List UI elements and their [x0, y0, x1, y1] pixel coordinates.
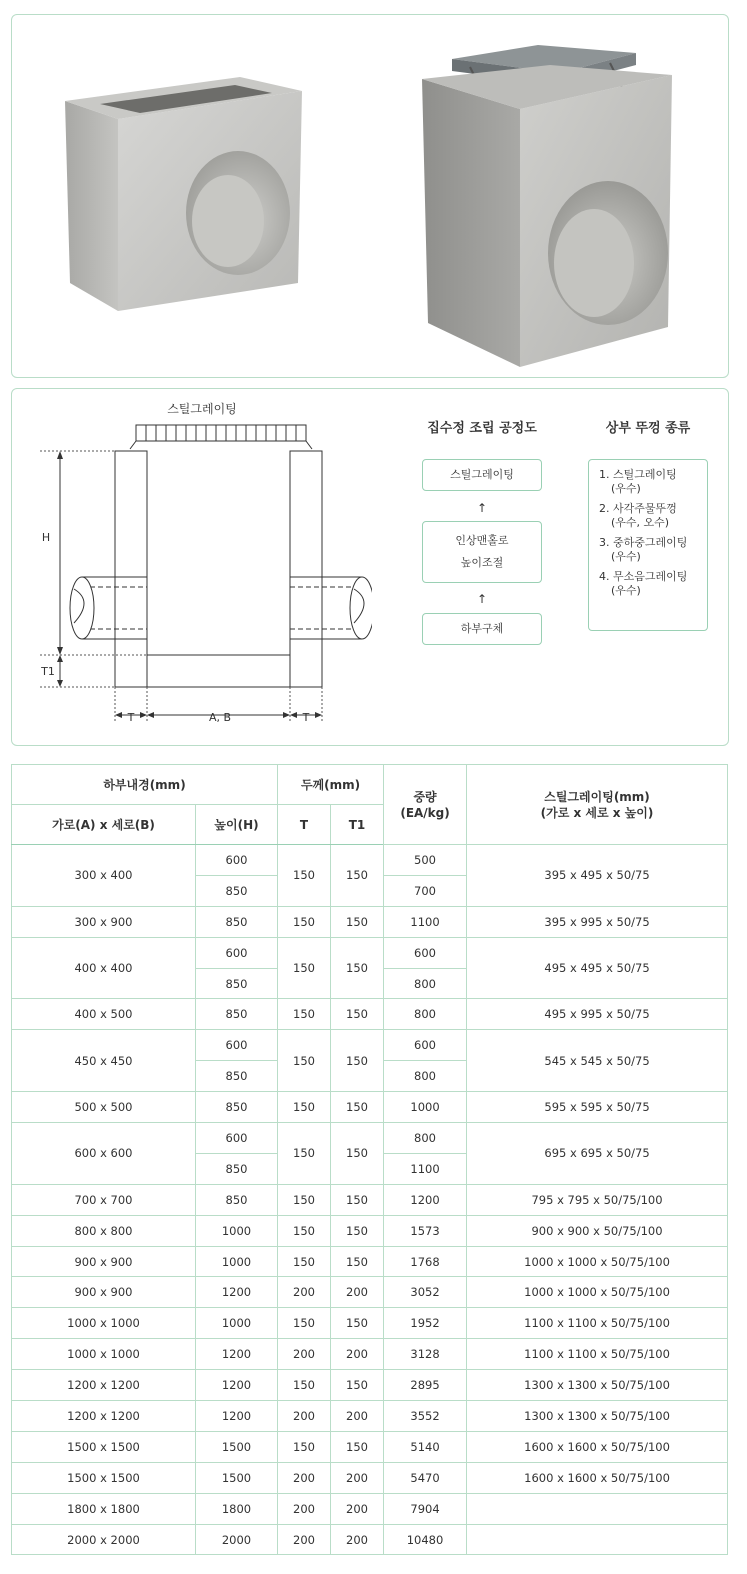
product-photos-panel	[11, 14, 729, 378]
dim-t-left-label: T	[127, 711, 135, 724]
table-row: 1000 x 1000 1200 200 200 3128 1100 x 1100 x 50/75/100	[12, 1339, 728, 1370]
header-t1: T1	[331, 805, 384, 845]
process-step-manhole-line2: 높이조절	[460, 556, 504, 569]
table-row: 300 x 900 850 150 150 1100 395 x 995 x 50/75	[12, 906, 728, 937]
dim-h-label: H	[41, 531, 51, 544]
process-step-base: 하부구체	[422, 613, 542, 645]
header-thickness: 두께(mm)	[278, 765, 384, 805]
table-row: 800 x 800 1000 150 150 1573 900 x 900 x 50/75/100	[12, 1215, 728, 1246]
table-row: 450 x 450 600 150 150 600 545 x 545 x 50/75	[12, 1030, 728, 1061]
cross-section-drawing	[12, 389, 372, 739]
header-height: 높이(H)	[196, 805, 278, 845]
dim-ab-label: A, B	[208, 711, 232, 724]
concrete-box-with-grating-photo	[410, 31, 692, 371]
table-row: 850 800	[12, 968, 728, 999]
table-row: 400 x 500 850 150 150 800 495 x 995 x 50/75	[12, 999, 728, 1030]
table-row: 850 800	[12, 1061, 728, 1092]
table-row: 1500 x 1500 1500 200 200 5470 1600 x 1600 x 50/75/100	[12, 1462, 728, 1493]
grating-label: 스틸그레이팅	[167, 402, 237, 416]
process-step-manhole-line1: 인상맨홀로	[455, 534, 509, 547]
process-step-manhole	[422, 521, 542, 583]
spec-table	[11, 764, 728, 1555]
table-row: 1200 x 1200 1200 150 150 2895 1300 x 1300 x 50/75/100	[12, 1370, 728, 1401]
dim-t1-label: T1	[41, 665, 55, 678]
cover-type-item: 3. 중하중그레이팅 (우수)	[599, 536, 688, 563]
assembly-diagram-panel	[11, 388, 729, 746]
cover-type-item: 4. 무소음그레이팅 (우수)	[599, 570, 688, 597]
table-row: 400 x 400 600 150 150 600 495 x 495 x 50/75	[12, 937, 728, 968]
table-row: 1800 x 1800 1800 200 200 7904	[12, 1493, 728, 1524]
header-grating: 스틸그레이팅(mm) (가로 x 세로 x 높이)	[467, 765, 728, 845]
table-row: 900 x 900 1200 200 200 3052 1000 x 1000 x 50/75/100	[12, 1277, 728, 1308]
process-step-grating: 스틸그레이팅	[422, 459, 542, 491]
table-row: 1200 x 1200 1200 200 200 3552 1300 x 1300 x 50/75/100	[12, 1401, 728, 1432]
header-t: T	[278, 805, 331, 845]
table-row: 900 x 900 1000 150 150 1768 1000 x 1000 x 50/75/100	[12, 1246, 728, 1277]
process-title: 집수정 조립 공정도	[427, 421, 537, 436]
header-inner-diameter: 하부내경(mm)	[12, 765, 278, 805]
header-size: 가로(A) x 세로(B)	[12, 805, 196, 845]
table-row: 850 700	[12, 875, 728, 906]
header-weight: 중량 (EA/kg)	[384, 765, 467, 845]
concrete-box-photo	[60, 71, 320, 321]
cover-type-item: 1. 스틸그레이팅 (우수)	[599, 468, 677, 495]
cover-type-item: 2. 사각주물뚜껑 (우수, 오수)	[599, 502, 677, 529]
arrow-up-icon: ↑	[476, 501, 488, 515]
table-row: 700 x 700 850 150 150 1200 795 x 795 x 50/75/100	[12, 1184, 728, 1215]
cover-types-list	[588, 459, 708, 631]
table-row: 300 x 400 600 150 150 500 395 x 495 x 50/75	[12, 845, 728, 876]
table-row: 1000 x 1000 1000 150 150 1952 1100 x 1100 x 50/75/100	[12, 1308, 728, 1339]
table-row: 1500 x 1500 1500 150 150 5140 1600 x 1600 x 50/75/100	[12, 1431, 728, 1462]
table-row: 500 x 500 850 150 150 1000 595 x 595 x 50/75	[12, 1092, 728, 1123]
table-row: 850 1100	[12, 1153, 728, 1184]
arrow-up-icon: ↑	[476, 592, 488, 606]
cover-title: 상부 뚜껑 종류	[605, 421, 691, 436]
table-row: 2000 x 2000 2000 200 200 10480	[12, 1524, 728, 1555]
table-row: 600 x 600 600 150 150 800 695 x 695 x 50/75	[12, 1123, 728, 1154]
dim-t-right-label: T	[302, 711, 310, 724]
